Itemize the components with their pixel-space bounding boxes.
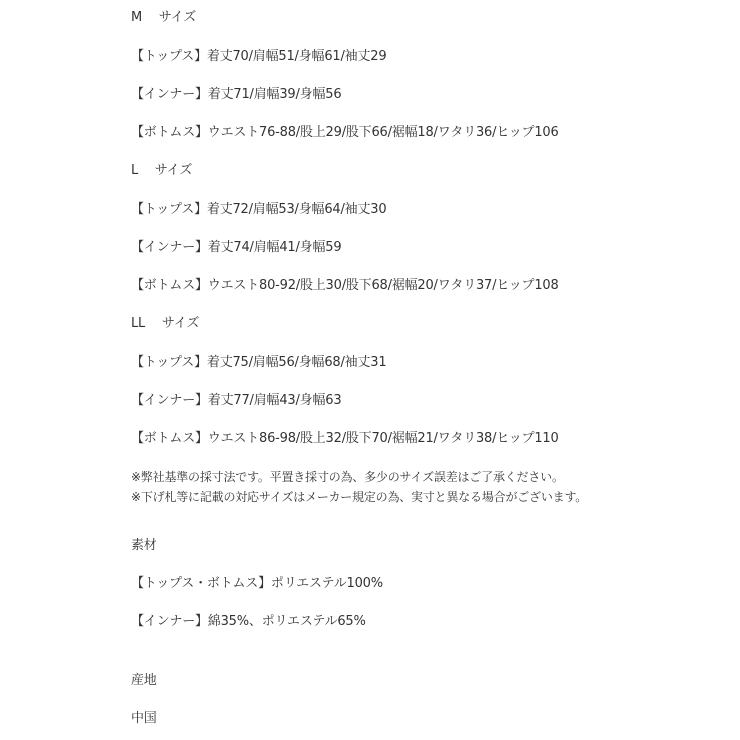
size-l-bottoms: 【ボトムス】ウエスト80-92/股上30/股下68/裾幅20/ワタリ37/ヒップ108 <box>131 278 559 293</box>
size-heading-l: L サイズ <box>131 163 193 178</box>
origin-heading: 産地 <box>131 673 157 688</box>
size-m-tops: 【トップス】着丈70/肩幅51/身幅61/袖丈29 <box>131 49 387 64</box>
size-m-inner: 【インナー】着丈71/肩幅39/身幅56 <box>131 87 342 102</box>
size-heading-ll: LL サイズ <box>131 316 200 331</box>
size-l-inner: 【インナー】着丈74/肩幅41/身幅59 <box>131 240 342 255</box>
material-tops-bottoms: 【トップス・ボトムス】ポリエステル100% <box>131 576 383 591</box>
note-measurement-method: ※弊社基準の採寸法です。平置き採寸の為、多少のサイズ誤差はご了承ください。 <box>131 470 564 484</box>
material-heading: 素材 <box>131 538 157 553</box>
size-ll-tops: 【トップス】着丈75/肩幅56/身幅68/袖丈31 <box>131 355 387 370</box>
size-ll-inner: 【インナー】着丈77/肩幅43/身幅63 <box>131 393 342 408</box>
origin-value: 中国 <box>131 711 157 726</box>
size-m-bottoms: 【ボトムス】ウエスト76-88/股上29/股下66/裾幅18/ワタリ36/ヒップ106 <box>131 125 559 140</box>
size-l-tops: 【トップス】着丈72/肩幅53/身幅64/袖丈30 <box>131 202 387 217</box>
size-heading-m: M サイズ <box>131 10 197 25</box>
size-ll-bottoms: 【ボトムス】ウエスト86-98/股上32/股下70/裾幅21/ワタリ38/ヒップ110 <box>131 431 559 446</box>
note-tag-size: ※下げ札等に記載の対応サイズはメーカー規定の為、実寸と異なる場合がございます。 <box>131 490 588 504</box>
material-inner: 【インナー】綿35%、ポリエステル65% <box>131 614 366 629</box>
